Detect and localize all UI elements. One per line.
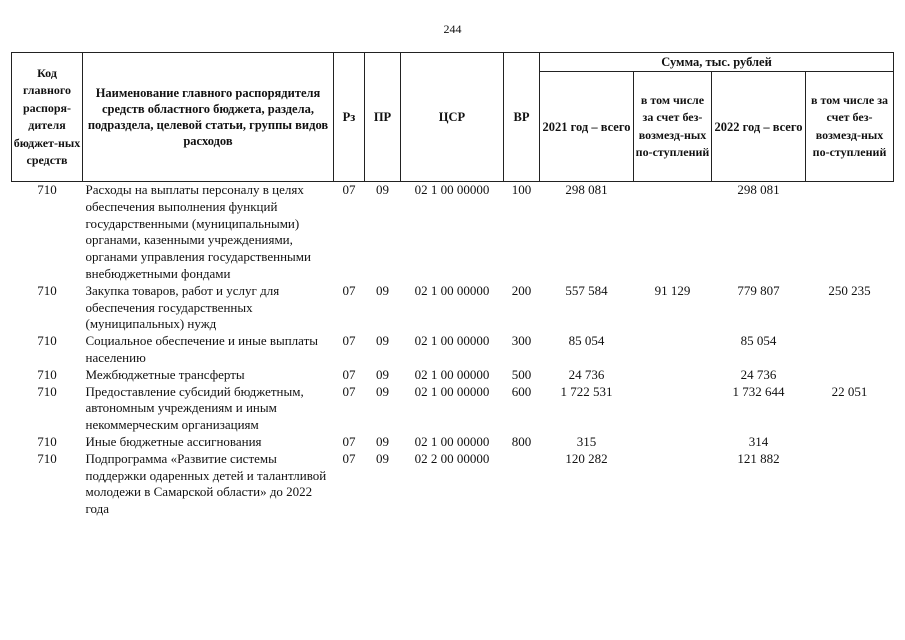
row-rz: 07	[342, 182, 356, 197]
table-row	[12, 434, 894, 451]
row-code: 710	[37, 383, 57, 399]
row-2021-total: 24 736	[568, 366, 605, 382]
row-vr: 200	[511, 282, 532, 298]
row-vr: 600	[511, 383, 532, 399]
row-name: Расходы на выплаты персоналу в целях обеспечения выполнения функций государственными (муниципальными) органами, казенными учреждениями, органами управления государственными внебюджетными фондами	[85, 182, 311, 281]
row-rz: 07	[342, 383, 356, 399]
row-2021-free	[634, 451, 712, 518]
header-2021-free: в том числе за счет без-возмезд-ных по-ступлений	[634, 72, 712, 182]
row-code: 710	[37, 450, 57, 466]
table-row	[12, 333, 894, 367]
row-2022-total: 121 882	[737, 450, 780, 466]
row-2021-free: 91 129	[654, 282, 691, 298]
row-2022-free	[806, 333, 894, 367]
row-csr: 02 1 00 00000	[414, 182, 490, 197]
header-pr: ПР	[365, 53, 401, 182]
row-2022-total: 85 054	[740, 333, 777, 349]
row-2021-free	[634, 367, 712, 384]
header-vr: ВР	[504, 53, 540, 182]
row-2021-free	[634, 434, 712, 451]
row-2021-free	[634, 384, 712, 434]
row-pr: 09	[376, 383, 389, 399]
row-vr: 300	[511, 333, 532, 349]
row-2021-total: 315	[576, 433, 597, 449]
row-2022-total: 779 807	[737, 282, 780, 298]
header-sum: Сумма, тыс. рублей	[540, 53, 894, 72]
row-2021-total: 1 722 531	[560, 383, 613, 399]
row-csr: 02 2 00 00000	[414, 450, 490, 466]
row-pr: 09	[376, 333, 389, 349]
row-pr: 09	[376, 282, 389, 298]
row-name: Закупка товаров, работ и услуг для обеспечения государственных (муниципальных) нужд	[85, 282, 280, 332]
row-2022-free: 250 235	[828, 282, 871, 298]
row-2021-total: 85 054	[568, 333, 605, 349]
row-2022-total: 314	[748, 433, 769, 449]
row-csr: 02 1 00 00000	[414, 383, 490, 399]
row-csr: 02 1 00 00000	[414, 333, 490, 349]
row-2021-free	[634, 182, 712, 283]
header-2021-total: 2021 год – всего	[540, 72, 634, 182]
header-2022-free: в том числе за счет без-возмезд-ных по-ступлений	[806, 72, 894, 182]
row-2021-total: 298 081	[565, 182, 608, 197]
header-2022-total: 2022 год – всего	[712, 72, 806, 182]
table-body	[12, 182, 894, 518]
table-row	[12, 367, 894, 384]
row-name: Предоставление субсидий бюджетным, автономным учреждениям и иным некоммерческим организациям	[85, 383, 304, 433]
row-code: 710	[37, 433, 57, 449]
row-2022-total: 298 081	[737, 182, 780, 197]
row-csr: 02 1 00 00000	[414, 282, 490, 298]
row-rz: 07	[342, 333, 356, 349]
header-code: Код главного распоря-дителя бюджет-ных средств	[12, 53, 83, 182]
row-code: 710	[37, 182, 57, 197]
row-pr: 09	[376, 182, 389, 197]
table-row	[12, 283, 894, 333]
row-pr: 09	[376, 366, 389, 382]
table-header	[12, 53, 894, 182]
row-rz: 07	[342, 450, 356, 466]
row-2022-free: 22 051	[831, 383, 868, 399]
row-2021-free	[634, 333, 712, 367]
row-2022-free	[806, 367, 894, 384]
row-pr: 09	[376, 433, 389, 449]
row-name: Межбюджетные трансферты	[85, 366, 245, 382]
table-row	[12, 182, 894, 283]
header-rz: Рз	[334, 53, 365, 182]
row-code: 710	[37, 366, 57, 382]
row-2022-total: 1 732 644	[732, 383, 785, 399]
row-2021-total: 120 282	[565, 450, 608, 466]
row-rz: 07	[342, 282, 356, 298]
row-2021-total: 557 584	[565, 282, 608, 298]
header-name: Наименование главного распорядителя средств областного бюджета, раздела, подраздела, целевой статьи, группы видов расходов	[83, 53, 334, 182]
table-row	[12, 384, 894, 434]
row-2022-total: 24 736	[740, 366, 777, 382]
row-rz: 07	[342, 433, 356, 449]
row-code: 710	[37, 333, 57, 349]
row-2022-free	[806, 451, 894, 518]
row-code: 710	[37, 282, 57, 298]
row-name: Иные бюджетные ассигнования	[85, 433, 262, 449]
row-rz: 07	[342, 366, 356, 382]
row-vr: 500	[511, 366, 532, 382]
row-vr	[504, 451, 540, 518]
row-2022-free	[806, 182, 894, 283]
row-pr: 09	[376, 450, 389, 466]
header-csr: ЦСР	[401, 53, 504, 182]
row-csr: 02 1 00 00000	[414, 366, 490, 382]
row-name: Социальное обеспечение и иные выплаты населению	[85, 333, 319, 365]
row-vr: 800	[511, 433, 532, 449]
page-number: 244	[443, 22, 462, 36]
budget-table	[11, 52, 894, 518]
row-2022-free	[806, 434, 894, 451]
table-row	[12, 451, 894, 518]
row-vr: 100	[511, 182, 532, 197]
row-csr: 02 1 00 00000	[414, 433, 490, 449]
row-name: Подпрограмма «Развитие системы поддержки одаренных детей и талантливой молодежи в Самарской области» до 2022 года	[85, 450, 327, 517]
